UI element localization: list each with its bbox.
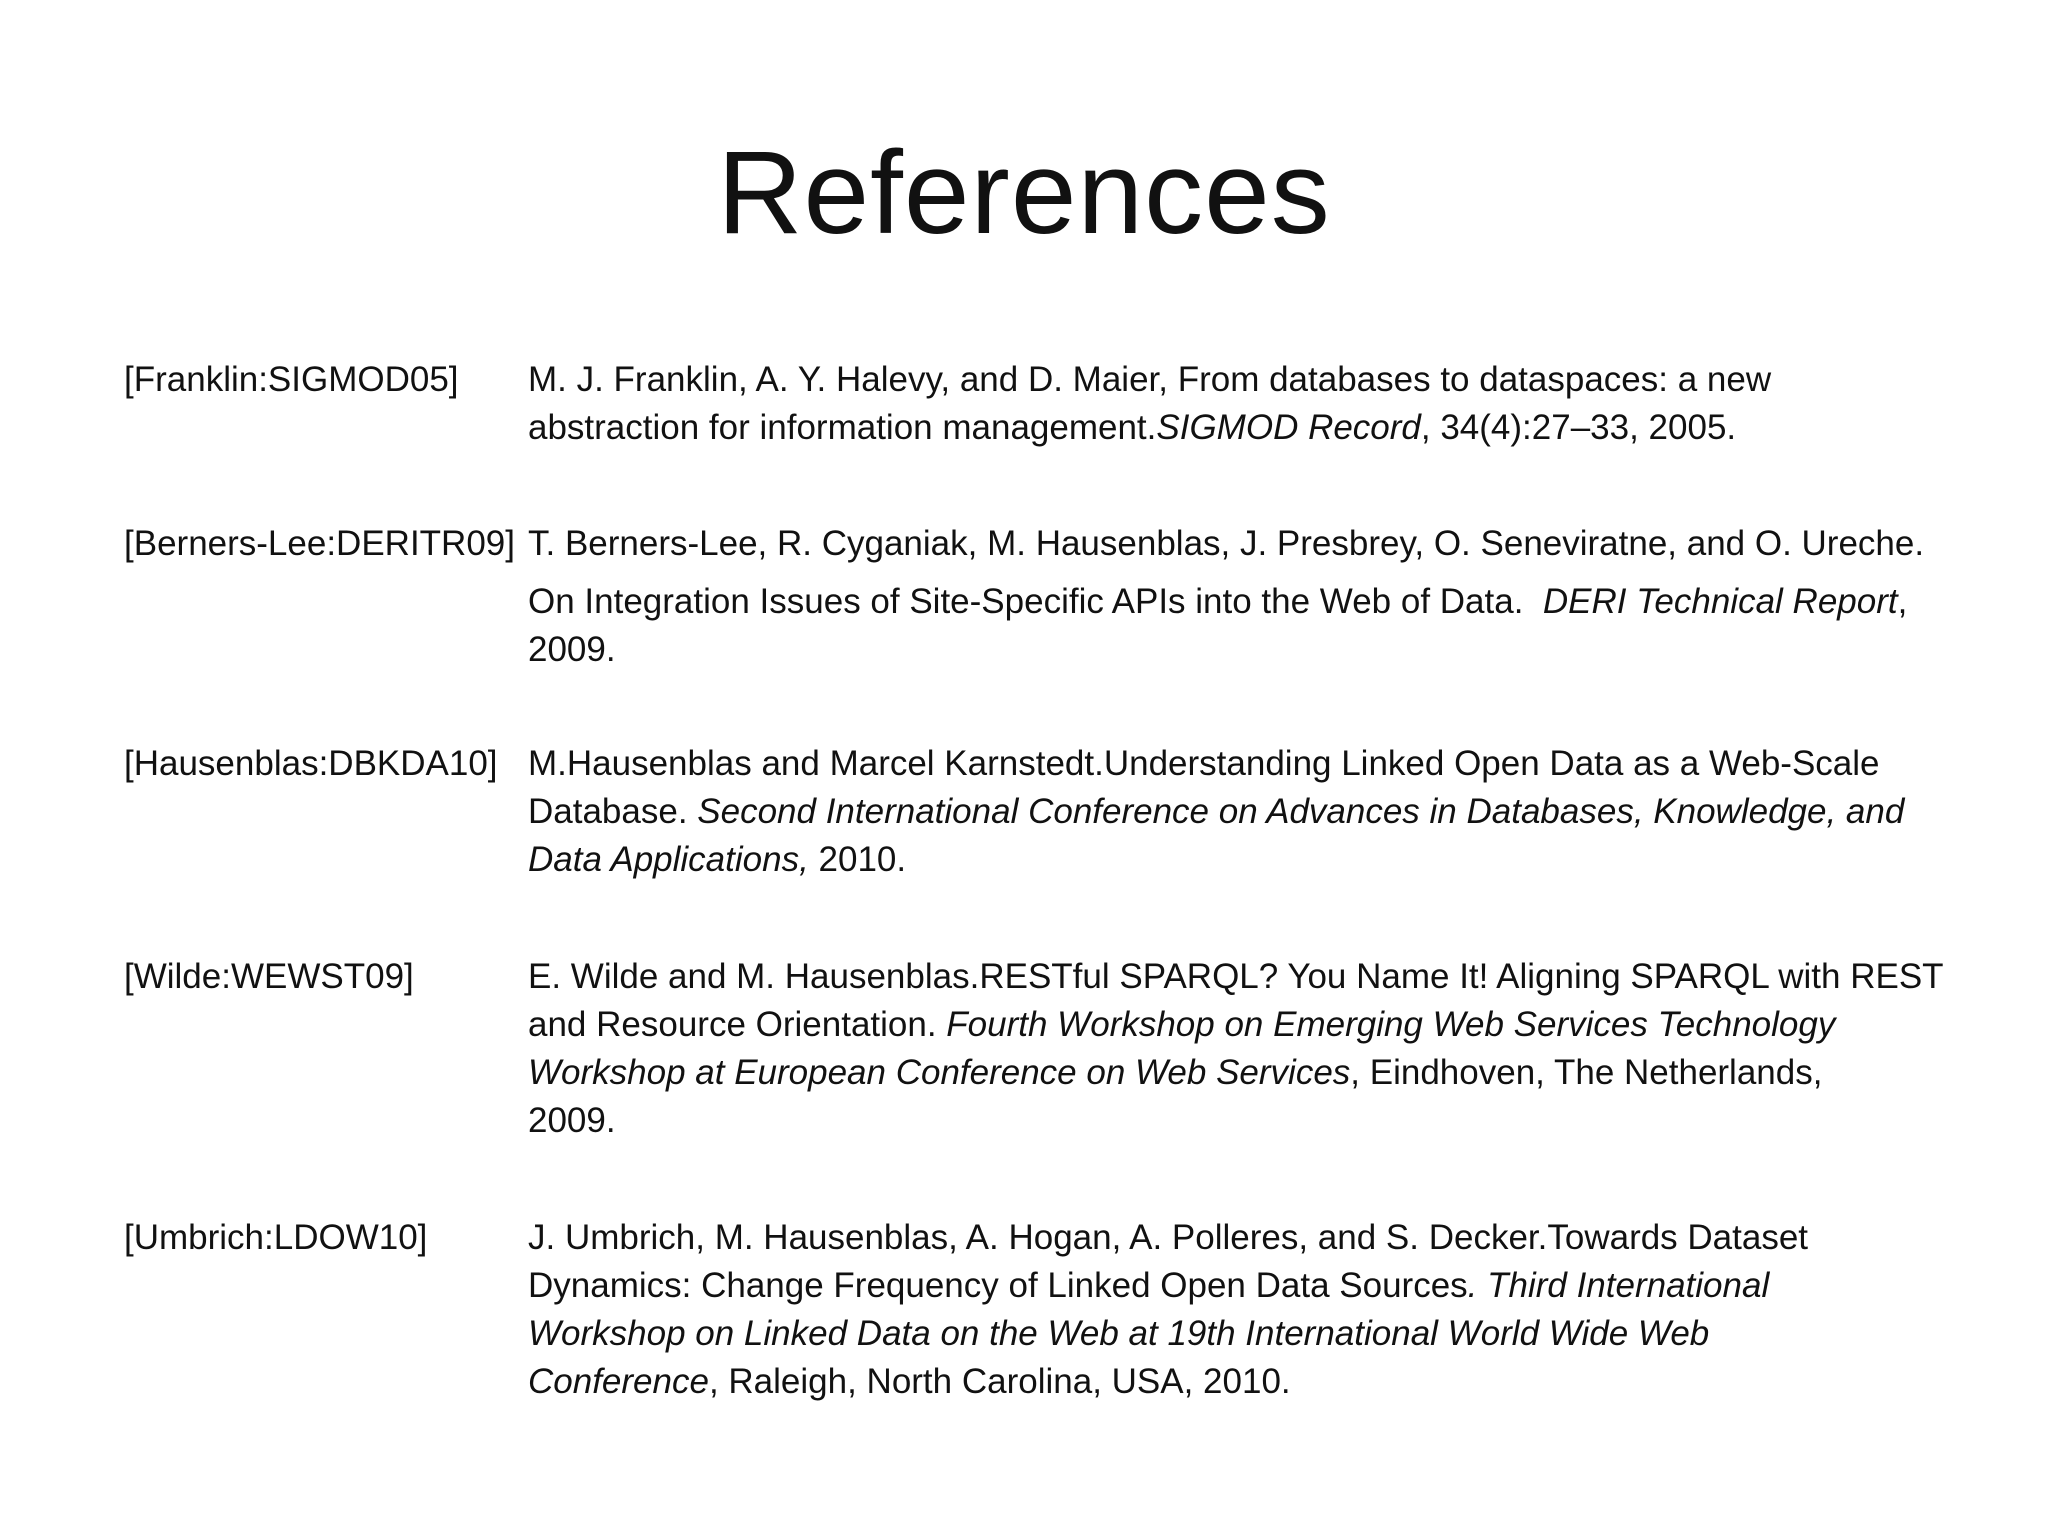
citation-text: , 34(4):27–33, 2005. xyxy=(1420,408,1737,447)
citation-line xyxy=(528,626,2048,674)
citation-line xyxy=(528,356,2048,404)
reference-citation xyxy=(528,740,2048,884)
citation-line xyxy=(528,1358,2048,1406)
citation-text: E. Wilde and M. Hausenblas.RESTful SPARQL? You Name It! Aligning SPARQL with REST xyxy=(528,957,1944,996)
citation-line xyxy=(528,1310,2048,1358)
reference-key: [Franklin:SIGMOD05] xyxy=(124,360,459,399)
reference-key: [Hausenblas:DBKDA10] xyxy=(124,744,498,783)
citation-venue: Workshop on Linked Data on the Web at 19th International World Wide Web xyxy=(528,1314,1710,1353)
citation-line xyxy=(528,1001,2048,1049)
citation-venue: SIGMOD Record xyxy=(1156,408,1421,447)
citation-line xyxy=(528,836,2048,884)
citation-venue: Conference xyxy=(528,1362,709,1401)
citation-line xyxy=(528,788,2048,836)
citation-text: , Eindhoven, The Netherlands, xyxy=(1350,1053,1823,1092)
citation-venue: Workshop at European Conference on Web Services xyxy=(528,1053,1351,1092)
citation-line xyxy=(528,578,2048,626)
reference-citation xyxy=(528,1214,2048,1406)
citation-text: and Resource Orientation. xyxy=(528,1005,947,1044)
citation-line xyxy=(528,1049,2048,1097)
citation-text: M. J. Franklin, A. Y. Halevy, and D. Maier, From databases to dataspaces: a new xyxy=(528,360,1772,399)
citation-text: 2010. xyxy=(808,840,907,879)
reference-key: [Umbrich:LDOW10] xyxy=(124,1218,428,1257)
citation-text: Dynamics: Change Frequency of Linked Open Data Sources xyxy=(528,1266,1468,1305)
citation-venue: Fourth Workshop on Emerging Web Services Technology xyxy=(946,1005,1836,1044)
slide-title: References xyxy=(717,127,1331,259)
reference-citation xyxy=(528,520,2048,674)
citation-text: , Raleigh, North Carolina, USA, 2010. xyxy=(708,1362,1291,1401)
citation-text: 2009. xyxy=(528,630,616,669)
reference-key: [Berners-Lee:DERITR09] xyxy=(124,524,515,563)
citation-line xyxy=(528,1262,2048,1310)
citation-venue: . Third International xyxy=(1467,1266,1770,1305)
citation-text: , xyxy=(1897,582,1908,621)
citation-venue: DERI Technical Report xyxy=(1542,582,1898,621)
citation-venue: Second International Conference on Advances in Databases, Knowledge, and xyxy=(697,792,1905,831)
citation-line xyxy=(528,1214,2048,1262)
citation-venue: Data Applications, xyxy=(528,840,809,879)
citation-text: 2009. xyxy=(528,1101,616,1140)
citation-line xyxy=(528,1097,2048,1145)
citation-text: M.Hausenblas and Marcel Karnstedt.Understanding Linked Open Data as a Web-Scale xyxy=(528,744,1880,783)
reference-key: [Wilde:WEWST09] xyxy=(124,957,414,996)
citation-text: J. Umbrich, M. Hausenblas, A. Hogan, A. Polleres, and S. Decker.Towards Dataset xyxy=(528,1218,1809,1257)
citation-text: Database. xyxy=(528,792,698,831)
citation-line xyxy=(528,404,2048,452)
citation-line xyxy=(528,520,2048,568)
citation-text: T. Berners-Lee, R. Cyganiak, M. Hausenblas, J. Presbrey, O. Seneviratne, and O. Ureche. xyxy=(528,524,1925,563)
reference-citation xyxy=(528,953,2048,1145)
citation-text: abstraction for information management. xyxy=(528,408,1157,447)
citation-text: On Integration Issues of Site-Specific APIs into the Web of Data. xyxy=(528,582,1543,621)
citation-line xyxy=(528,740,2048,788)
citation-line xyxy=(528,953,2048,1001)
reference-citation xyxy=(528,356,2048,452)
